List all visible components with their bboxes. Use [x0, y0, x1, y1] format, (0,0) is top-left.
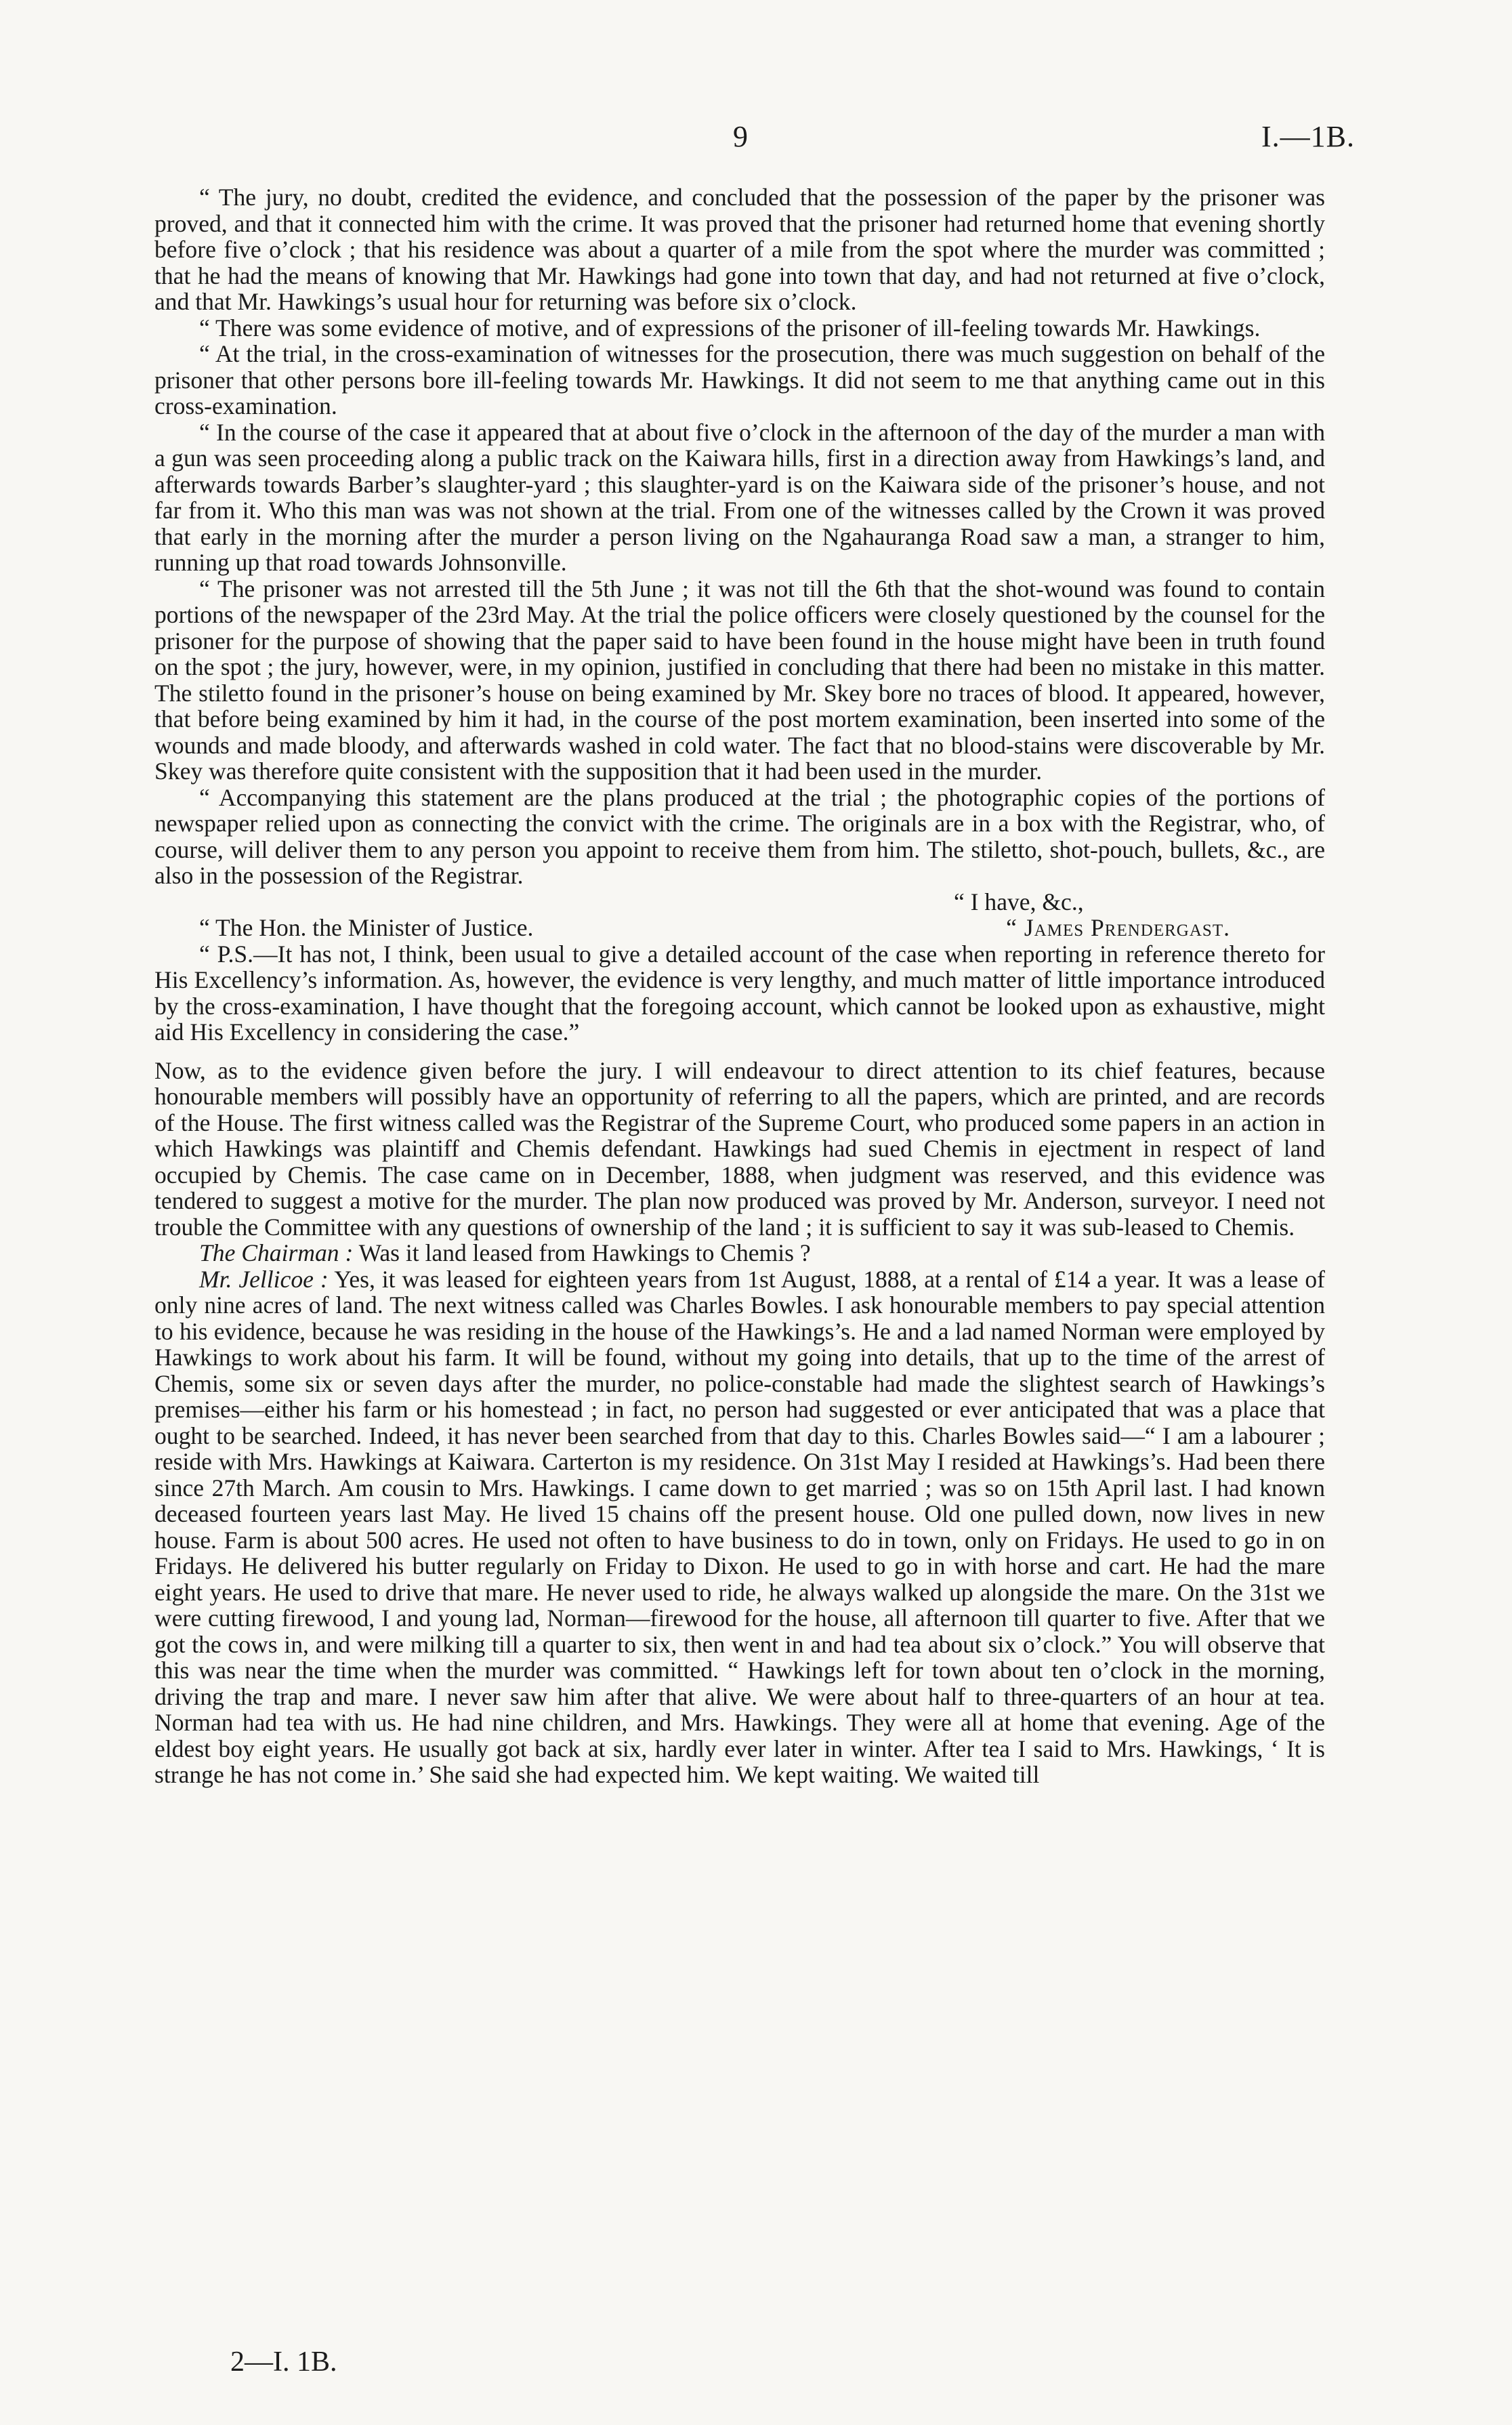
- evidence-intro-paragraph: Now, as to the evidence given before the jury. I will endeavour to direct attention to its chief features, because honourable members will possibly have an opportunity of referring to all the papers, which are printed, and are records of the House. The first witness called was the Registrar of the Supreme Court, who produced some papers in an action in which Hawkings was plaintiff and Chemis defendant. Hawkings had sued Chemis in ejectment in respect of land occupied by Chemis. The case came on in December, 1888, when judgment was reserved, and this evidence was tendered to suggest a motive for the murder. The plan now produced was proved by Mr. Anderson, surveyor. I need not trouble the Committee with any questions of ownership of the land ; it is sufficient to say it was sub-leased to Chemis.: [154, 1056, 1325, 1241]
- jellicoe-speech: [154, 1266, 1325, 1788]
- paragraph: “ In the course of the case it appeared that at about five o’clock in the afternoon of the day of the murder a man with a gun was seen proceeding along a public track on the Kaiwara hills, first in a direction away from Hawkings’s land, and afterwards towards Barber’s slaughter-yard ; this slaughter-yard is on the Kaiwara side of the prisoner’s house, and not far from it. Who this man was was not shown at the trial. From one of the witnesses called by the Crown it was proved that early in the morning after the murder a person living on the Ngahauranga Road saw a man, a stranger to him, running up that road towards Johnsonville.: [154, 418, 1325, 576]
- body-text: [154, 184, 1325, 1788]
- paper-reference: I.—1B.: [1261, 120, 1355, 153]
- postscript: “ P.S.—It has not, I think, been usual to give a detailed account of the case when reporting in reference thereto for His Excellency’s information. As, however, the evidence is very lengthy, and much matter of little importance introduced by the cross-examination, I have thought that the foregoing account, which cannot be looked upon as exhaustive, might aid His Excellency in considering the case.”: [154, 940, 1325, 1045]
- paragraph: “ The prisoner was not arrested till the 5th June ; it was not till the 6th that the shot-wound was found to contain portions of the newspaper of the 23rd May. At the trial the police officers were closely questioned by the counsel for the prisoner for the purpose of showing that the paper said to have been found in the house might have been in truth found on the spot ; the jury, however, were, in my opinion, justified in concluding that there had been no mistake in this matter. The stiletto found in the prisoner’s house on being examined by Mr. Skey bore no traces of blood. It appeared, however, that before being examined by him it had, in the course of the post mortem examination, been inserted into some of the wounds and made bloody, and afterwards washed in cold water. The fact that no blood-stains were discoverable by Mr. Skey was therefore quite consistent with the supposition that it had been used in the murder.: [154, 575, 1325, 785]
- paragraph: “ There was some evidence of motive, and of expressions of the prisoner of ill-feeling towards Mr. Hawkings.: [199, 314, 1261, 341]
- chairman-question: [154, 1240, 1325, 1266]
- letter-signoff: [154, 915, 1325, 941]
- paragraph: “ Accompanying this statement are the plans produced at the trial ; the photographic copies of the portions of newspaper relied upon as connecting the convict with the crime. The originals are in a box with the Registrar, who, of course, will deliver them to any person you appoint to receive them from him. The stiletto, shot-pouch, bullets, &c., are also in the possession of the Registrar.: [154, 783, 1325, 889]
- speech-text: Yes, it was leased for eighteen years from 1st August, 1888, at a rental of £14 a year. It was a lease of only nine acres of land. The next witness called was Charles Bowles. I ask honourable members to pay special attention to his evidence, because he was residing in the house of the Hawkings’s. He and a lad named Norman were employed by Hawkings to work about his farm. It will be found, without my going into details, that up to the time of the arrest of Chemis, some six or seven days after the murder, no police-constable had made the slightest search of Hawkings’s premises—either his farm or his homestead ; in fact, no person had suggested or ever anticipated that was a place that ought to be searched. Indeed, it has never been searched from that day to this. Charles Bowles said—“ I am a labourer ; reside with Mrs. Hawkings at Kaiwara. Carterton is my residence. On 31st May I resided at Hawkings’s. Had been there since 27th March. Am cousin to Mrs. Hawkings. I came down to get married ; was so on 15th April last. I had known deceased fourteen years last May. He lived 15 chains off the present house. Old one pulled down, now lives in new house. Farm is about 500 acres. He used not often to have business to do in town, only on Fridays. He used to go in on Fridays. He delivered his butter regularly on Friday to Dixon. He used to go in with horse and cart. He had the mare eight years. He used to drive that mare. He never used to ride, he always walked up alongside the mare. On the 31st we were cutting firewood, I and young lad, Norman—firewood for the house, all afternoon till quarter to five. After that we got the cows in, and were milking till a quarter to six, then went in and had tea about six o’clock.” You will observe that this was near the time when the murder was committed. “ Hawkings left for town about ten o’clock in the morning, driving the trap and mare. I never saw him after that alive. We were about half to three-quarters of an hour at tea. Norman had tea with us. He had nine children, and Mrs. Hawkings. They were all at home that evening. Age of the eldest boy eight years. He usually got back at six, hardly ever later in winter. After tea I said to Mrs. Hawkings, ‘ It is strange he has not come in.’ She said she had expected him. We kept waiting. We waited till: [154, 1265, 1325, 1788]
- letter-closing: “ I have, &c.,: [954, 888, 1084, 915]
- page-header: [0, 114, 1512, 161]
- paragraph: “ At the trial, in the cross-examination of witnesses for the prosecution, there was much suggestion on behalf of the prisoner that other persons bore ill-feeling towards Mr. Hawkings. It did not seem to me that anything came out in this cross-examination.: [154, 340, 1325, 419]
- printer-signature-mark: 2—I. 1B.: [230, 2346, 337, 2378]
- speaker-name: Mr. Jellicoe :: [199, 1265, 329, 1293]
- letter-signature: “ James Prendergast.: [1006, 914, 1230, 941]
- speaker-name: The Chairman :: [199, 1239, 354, 1266]
- paragraph: “ The jury, no doubt, credited the evidence, and concluded that the possession of the paper by the prisoner was proved, and that it connected him with the crime. It was proved that the prisoner had returned home that evening shortly before five o’clock ; that his residence was about a quarter of a mile from the spot where the murder was committed ; that he had the means of knowing that Mr. Hawkings had gone into town that day, and had not returned at five o’clock, and that Mr. Hawkings’s usual hour for returning was before six o’clock.: [154, 184, 1325, 315]
- speech-text: Was it land leased from Hawkings to Chemis ?: [358, 1239, 811, 1266]
- page-number: 9: [733, 120, 748, 153]
- letter-addressee: “ The Hon. the Minister of Justice.: [199, 914, 534, 941]
